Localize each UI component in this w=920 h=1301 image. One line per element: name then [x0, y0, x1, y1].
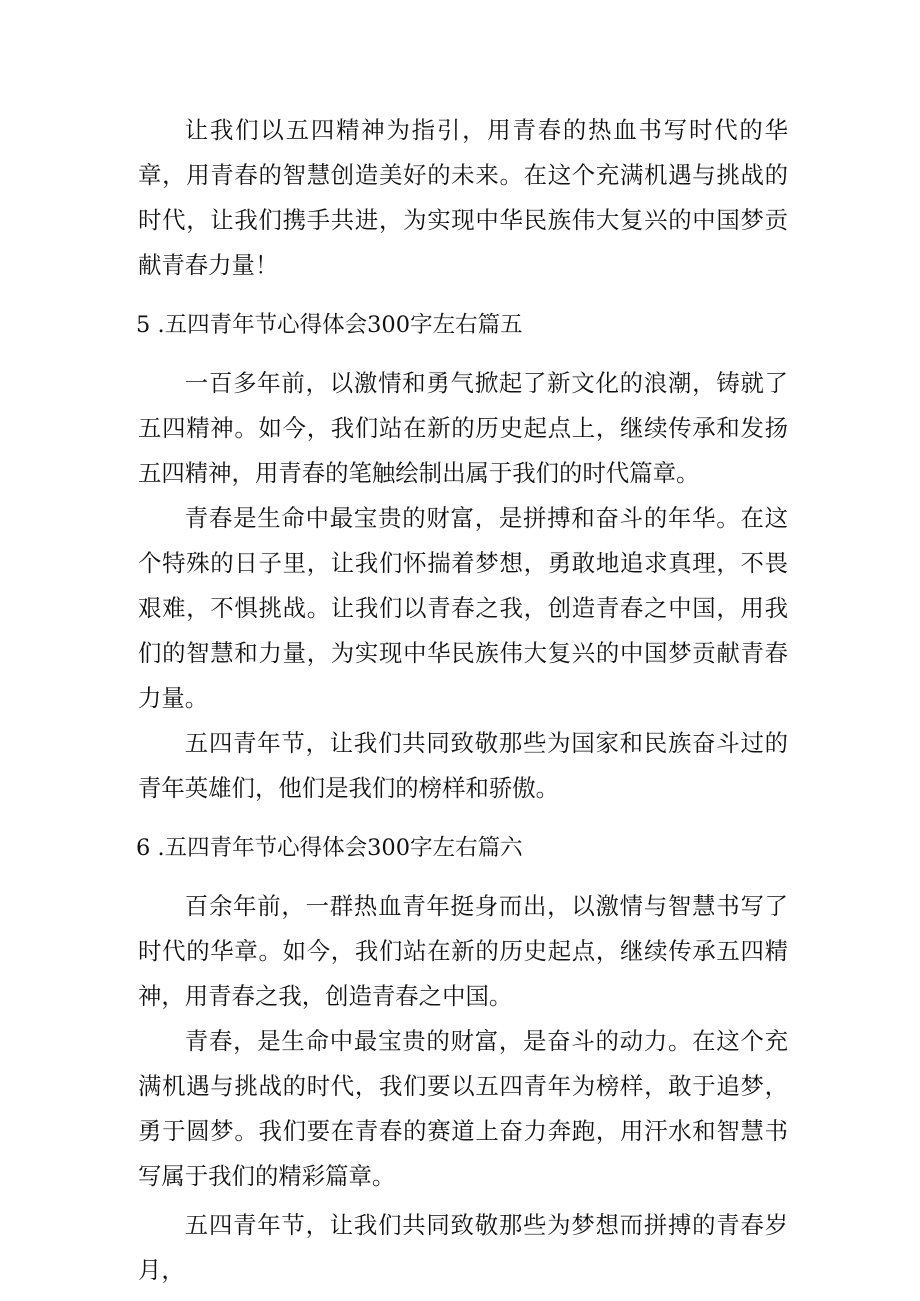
paragraph: 五四青年节，让我们共同致敬那些为梦想而拼搏的青春岁月，	[138, 1211, 788, 1284]
section-heading-5: 5 .五四青年节心得体会300字左右篇五	[136, 312, 523, 338]
document-body	[138, 108, 788, 1293]
section-heading-6: 6 .五四青年节心得体会300字左右篇六	[136, 835, 523, 861]
paragraph: 一百多年前，以激情和勇气掀起了新文化的浪潮，铸就了五四精神。如今，我们站在新的历史起点上，继续传承和发扬五四精神，用青春的笔触绘制出属于我们的时代篇章。	[138, 369, 788, 487]
paragraph: 五四青年节，让我们共同致敬那些为国家和民族奋斗过的青年英雄们，他们是我们的榜样和骄傲。	[138, 729, 788, 802]
paragraph: 让我们以五四精神为指引，用青春的热血书写时代的华章，用青春的智慧创造美好的未来。在这个充满机遇与挑战的时代，让我们携手共进，为实现中华民族伟大复兴的中国梦贡献青春力量！	[138, 116, 788, 279]
paragraph: 青春是生命中最宝贵的财富，是拼搏和奋斗的年华。在这个特殊的日子里，让我们怀揣着梦想，勇敢地追求真理，不畏艰难，不惧挑战。让我们以青春之我，创造青春之中国，用我们的智慧和力量，为实现中华民族伟大复兴的中国梦贡献青春力量。	[138, 504, 788, 712]
paragraph: 青春，是生命中最宝贵的财富，是奋斗的动力。在这个充满机遇与挑战的时代，我们要以五四青年为榜样，敢于追梦，勇于圆梦。我们要在青春的赛道上奋力奔跑，用汗水和智慧书写属于我们的精彩篇章。	[138, 1027, 788, 1190]
paragraph: 百余年前，一群热血青年挺身而出，以激情与智慧书写了时代的华章。如今，我们站在新的历史起点，继续传承五四精神，用青春之我，创造青春之中国。	[138, 892, 788, 1010]
